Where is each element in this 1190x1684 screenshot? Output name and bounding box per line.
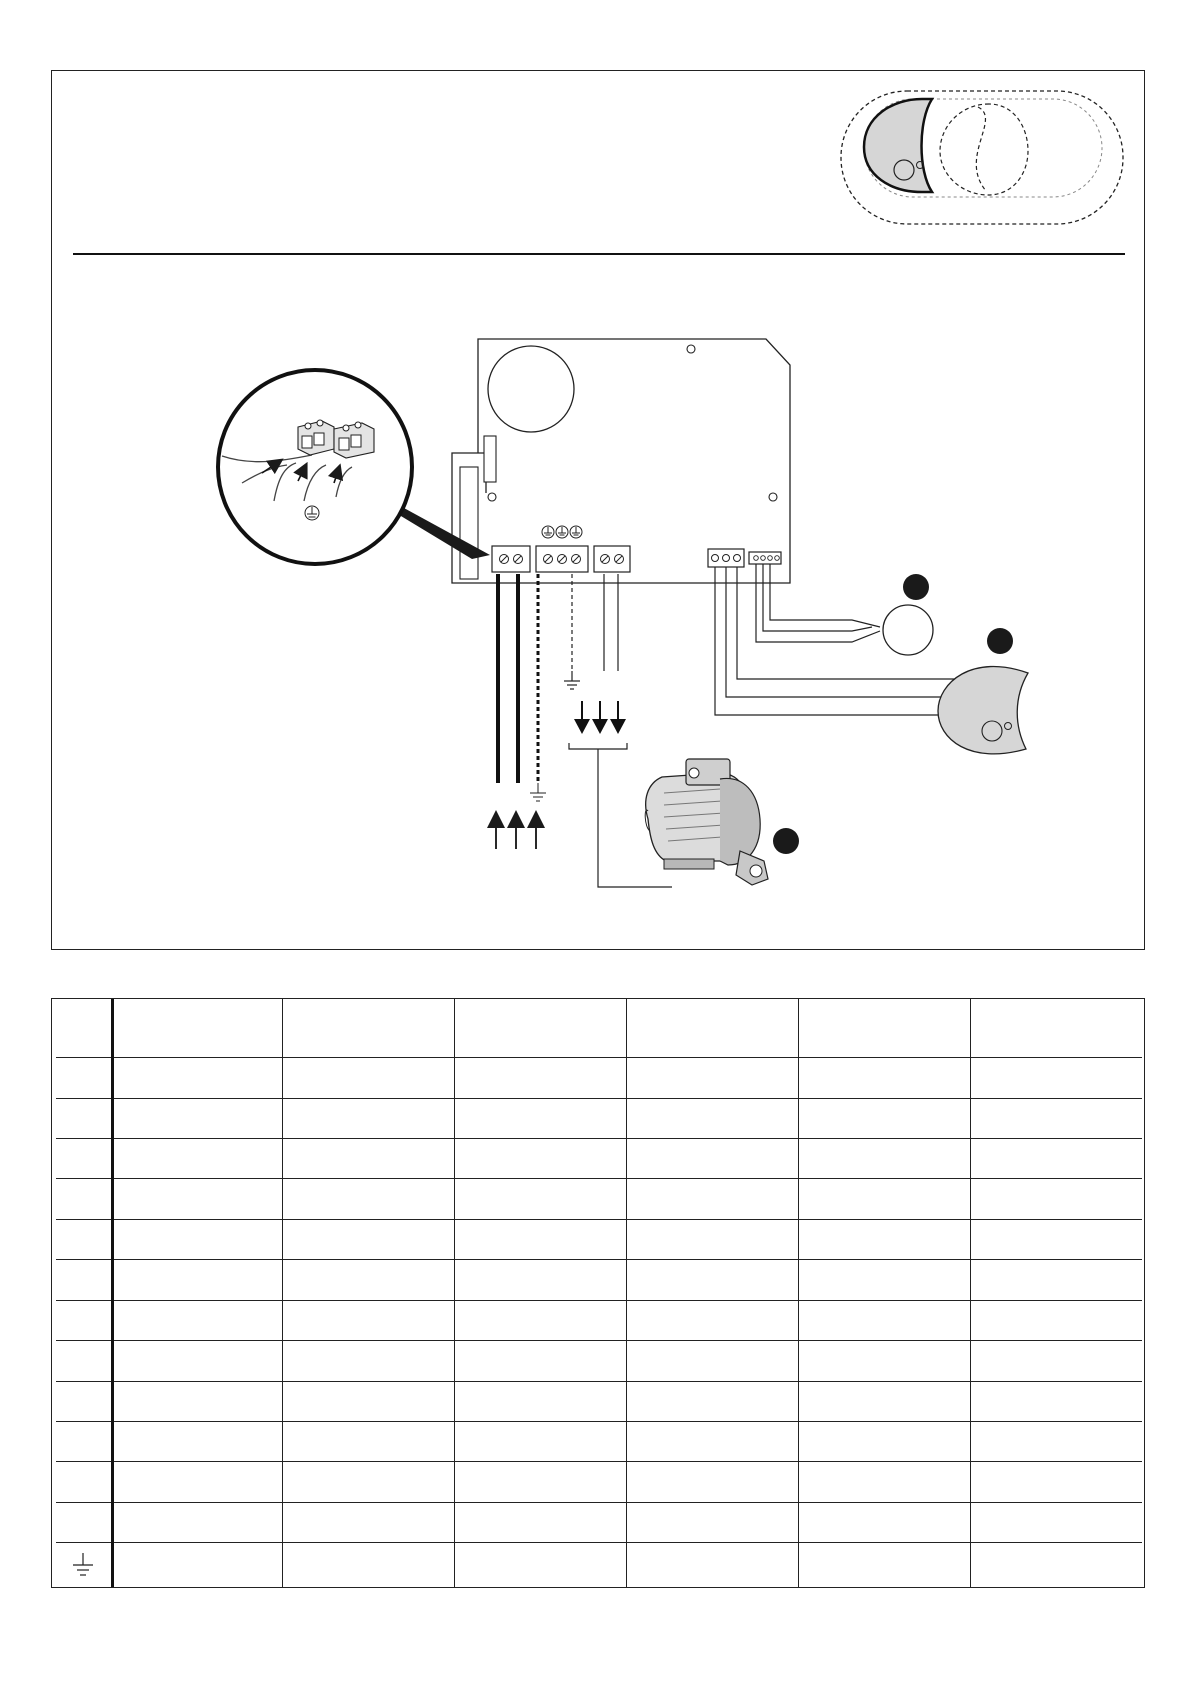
table-cell	[970, 1543, 1142, 1587]
header-cell	[970, 999, 1142, 1058]
wiring-diagram	[52, 71, 1146, 951]
table-cell	[798, 1138, 970, 1178]
table-cell	[282, 1341, 454, 1381]
table-cell	[970, 1260, 1142, 1300]
table-cell	[112, 1502, 282, 1542]
table-cell	[282, 1219, 454, 1259]
table-cell	[798, 1300, 970, 1340]
table-cell	[798, 1462, 970, 1502]
table-cell	[56, 1300, 112, 1340]
table-cell	[626, 1300, 798, 1340]
table-cell	[798, 1260, 970, 1300]
table-cell	[798, 1381, 970, 1421]
header-cell	[626, 999, 798, 1058]
table-cell	[112, 1543, 282, 1587]
table-cell	[626, 1502, 798, 1542]
callout-marker-controller	[987, 628, 1013, 654]
table-cell	[56, 1138, 112, 1178]
table-cell	[454, 1422, 626, 1462]
table-cell	[626, 1179, 798, 1219]
mounting-outline-diagram	[841, 91, 1123, 224]
table-cell	[798, 1341, 970, 1381]
header-cell	[56, 999, 112, 1058]
callout-marker-sensor	[903, 574, 929, 600]
table-cell	[112, 1341, 282, 1381]
table-cell	[454, 1219, 626, 1259]
table-row	[56, 1462, 1142, 1502]
table-cell	[282, 1462, 454, 1502]
table-cell	[454, 1098, 626, 1138]
table-cell	[454, 1138, 626, 1178]
table-cell	[112, 1381, 282, 1421]
table-row	[56, 1138, 1142, 1178]
table-row	[56, 1381, 1142, 1421]
table-row	[56, 1058, 1142, 1098]
table-cell	[626, 1381, 798, 1421]
round-sensor	[883, 605, 933, 655]
wiring-diagram-panel	[51, 70, 1145, 950]
table-cell	[970, 1300, 1142, 1340]
table-cell	[282, 1179, 454, 1219]
table-cell	[970, 1219, 1142, 1259]
table-cell	[56, 1422, 112, 1462]
table-cell	[282, 1058, 454, 1098]
table-cell	[454, 1543, 626, 1587]
supply-arrows	[496, 819, 536, 849]
table-cell	[112, 1179, 282, 1219]
table-cell	[112, 1058, 282, 1098]
table-cell	[56, 1219, 112, 1259]
table-row	[56, 1422, 1142, 1462]
table-cell	[970, 1422, 1142, 1462]
table-cell	[454, 1341, 626, 1381]
table-cell	[112, 1138, 282, 1178]
table-cell	[112, 1300, 282, 1340]
table-cell	[970, 1502, 1142, 1542]
ground-cell	[56, 1543, 112, 1587]
connection-table-frame	[51, 998, 1145, 1588]
table-cell	[112, 1422, 282, 1462]
header-cell	[282, 999, 454, 1058]
table-cell	[970, 1341, 1142, 1381]
table-cell	[56, 1462, 112, 1502]
table-cell	[626, 1098, 798, 1138]
pump-motor	[645, 759, 768, 885]
table-cell	[798, 1422, 970, 1462]
table-cell	[282, 1381, 454, 1421]
table-cell	[626, 1462, 798, 1502]
table-cell	[626, 1138, 798, 1178]
table-cell	[970, 1462, 1142, 1502]
table-cell	[970, 1058, 1142, 1098]
table-cell	[970, 1098, 1142, 1138]
table-row	[56, 1260, 1142, 1300]
table-cell	[282, 1260, 454, 1300]
table-cell	[626, 1543, 798, 1587]
table-cell	[454, 1058, 626, 1098]
table-cell	[56, 1260, 112, 1300]
rotary-controller	[938, 667, 1028, 754]
table-cell	[626, 1422, 798, 1462]
table-cell	[56, 1179, 112, 1219]
table-cell	[626, 1260, 798, 1300]
table-cell	[970, 1381, 1142, 1421]
table-cell	[626, 1341, 798, 1381]
table-cell	[454, 1179, 626, 1219]
table-cell	[798, 1502, 970, 1542]
table-cell	[454, 1381, 626, 1421]
ground-icon	[71, 1551, 95, 1579]
table-cell	[798, 1058, 970, 1098]
table-cell	[56, 1098, 112, 1138]
table-cell	[282, 1502, 454, 1542]
pump-wires	[564, 574, 618, 689]
table-cell	[454, 1502, 626, 1542]
table-cell	[282, 1300, 454, 1340]
table-cell	[56, 1058, 112, 1098]
table-cell	[798, 1179, 970, 1219]
terminal-block-detail-inset	[218, 370, 490, 564]
table-row	[56, 1098, 1142, 1138]
table-cell	[56, 1381, 112, 1421]
table-cell	[798, 1098, 970, 1138]
connection-table	[56, 999, 1142, 1587]
table-row	[56, 1219, 1142, 1259]
table-cell	[282, 1422, 454, 1462]
table-cell	[626, 1219, 798, 1259]
table-cell	[112, 1462, 282, 1502]
table-cell	[112, 1219, 282, 1259]
table-cell	[798, 1543, 970, 1587]
callout-marker-pump	[773, 828, 799, 854]
table-row	[56, 1179, 1142, 1219]
table-row	[56, 1300, 1142, 1340]
table-cell	[112, 1098, 282, 1138]
table-cell	[626, 1058, 798, 1098]
table-cell	[56, 1502, 112, 1542]
header-cell	[112, 999, 282, 1058]
table-cell	[282, 1543, 454, 1587]
supply-wires	[498, 574, 546, 801]
table-cell	[282, 1098, 454, 1138]
control-board	[452, 339, 790, 583]
table-cell	[454, 1300, 626, 1340]
table-cell	[282, 1138, 454, 1178]
table-cell	[56, 1341, 112, 1381]
header-cell	[798, 999, 970, 1058]
table-cell	[454, 1260, 626, 1300]
table-row-ground	[56, 1543, 1142, 1587]
table-cell	[454, 1462, 626, 1502]
table-cell	[798, 1219, 970, 1259]
table-row	[56, 1502, 1142, 1542]
header-cell	[454, 999, 626, 1058]
table-row	[56, 1341, 1142, 1381]
table-cell	[970, 1179, 1142, 1219]
table-cell	[112, 1260, 282, 1300]
table-header-row	[56, 999, 1142, 1058]
table-cell	[970, 1138, 1142, 1178]
